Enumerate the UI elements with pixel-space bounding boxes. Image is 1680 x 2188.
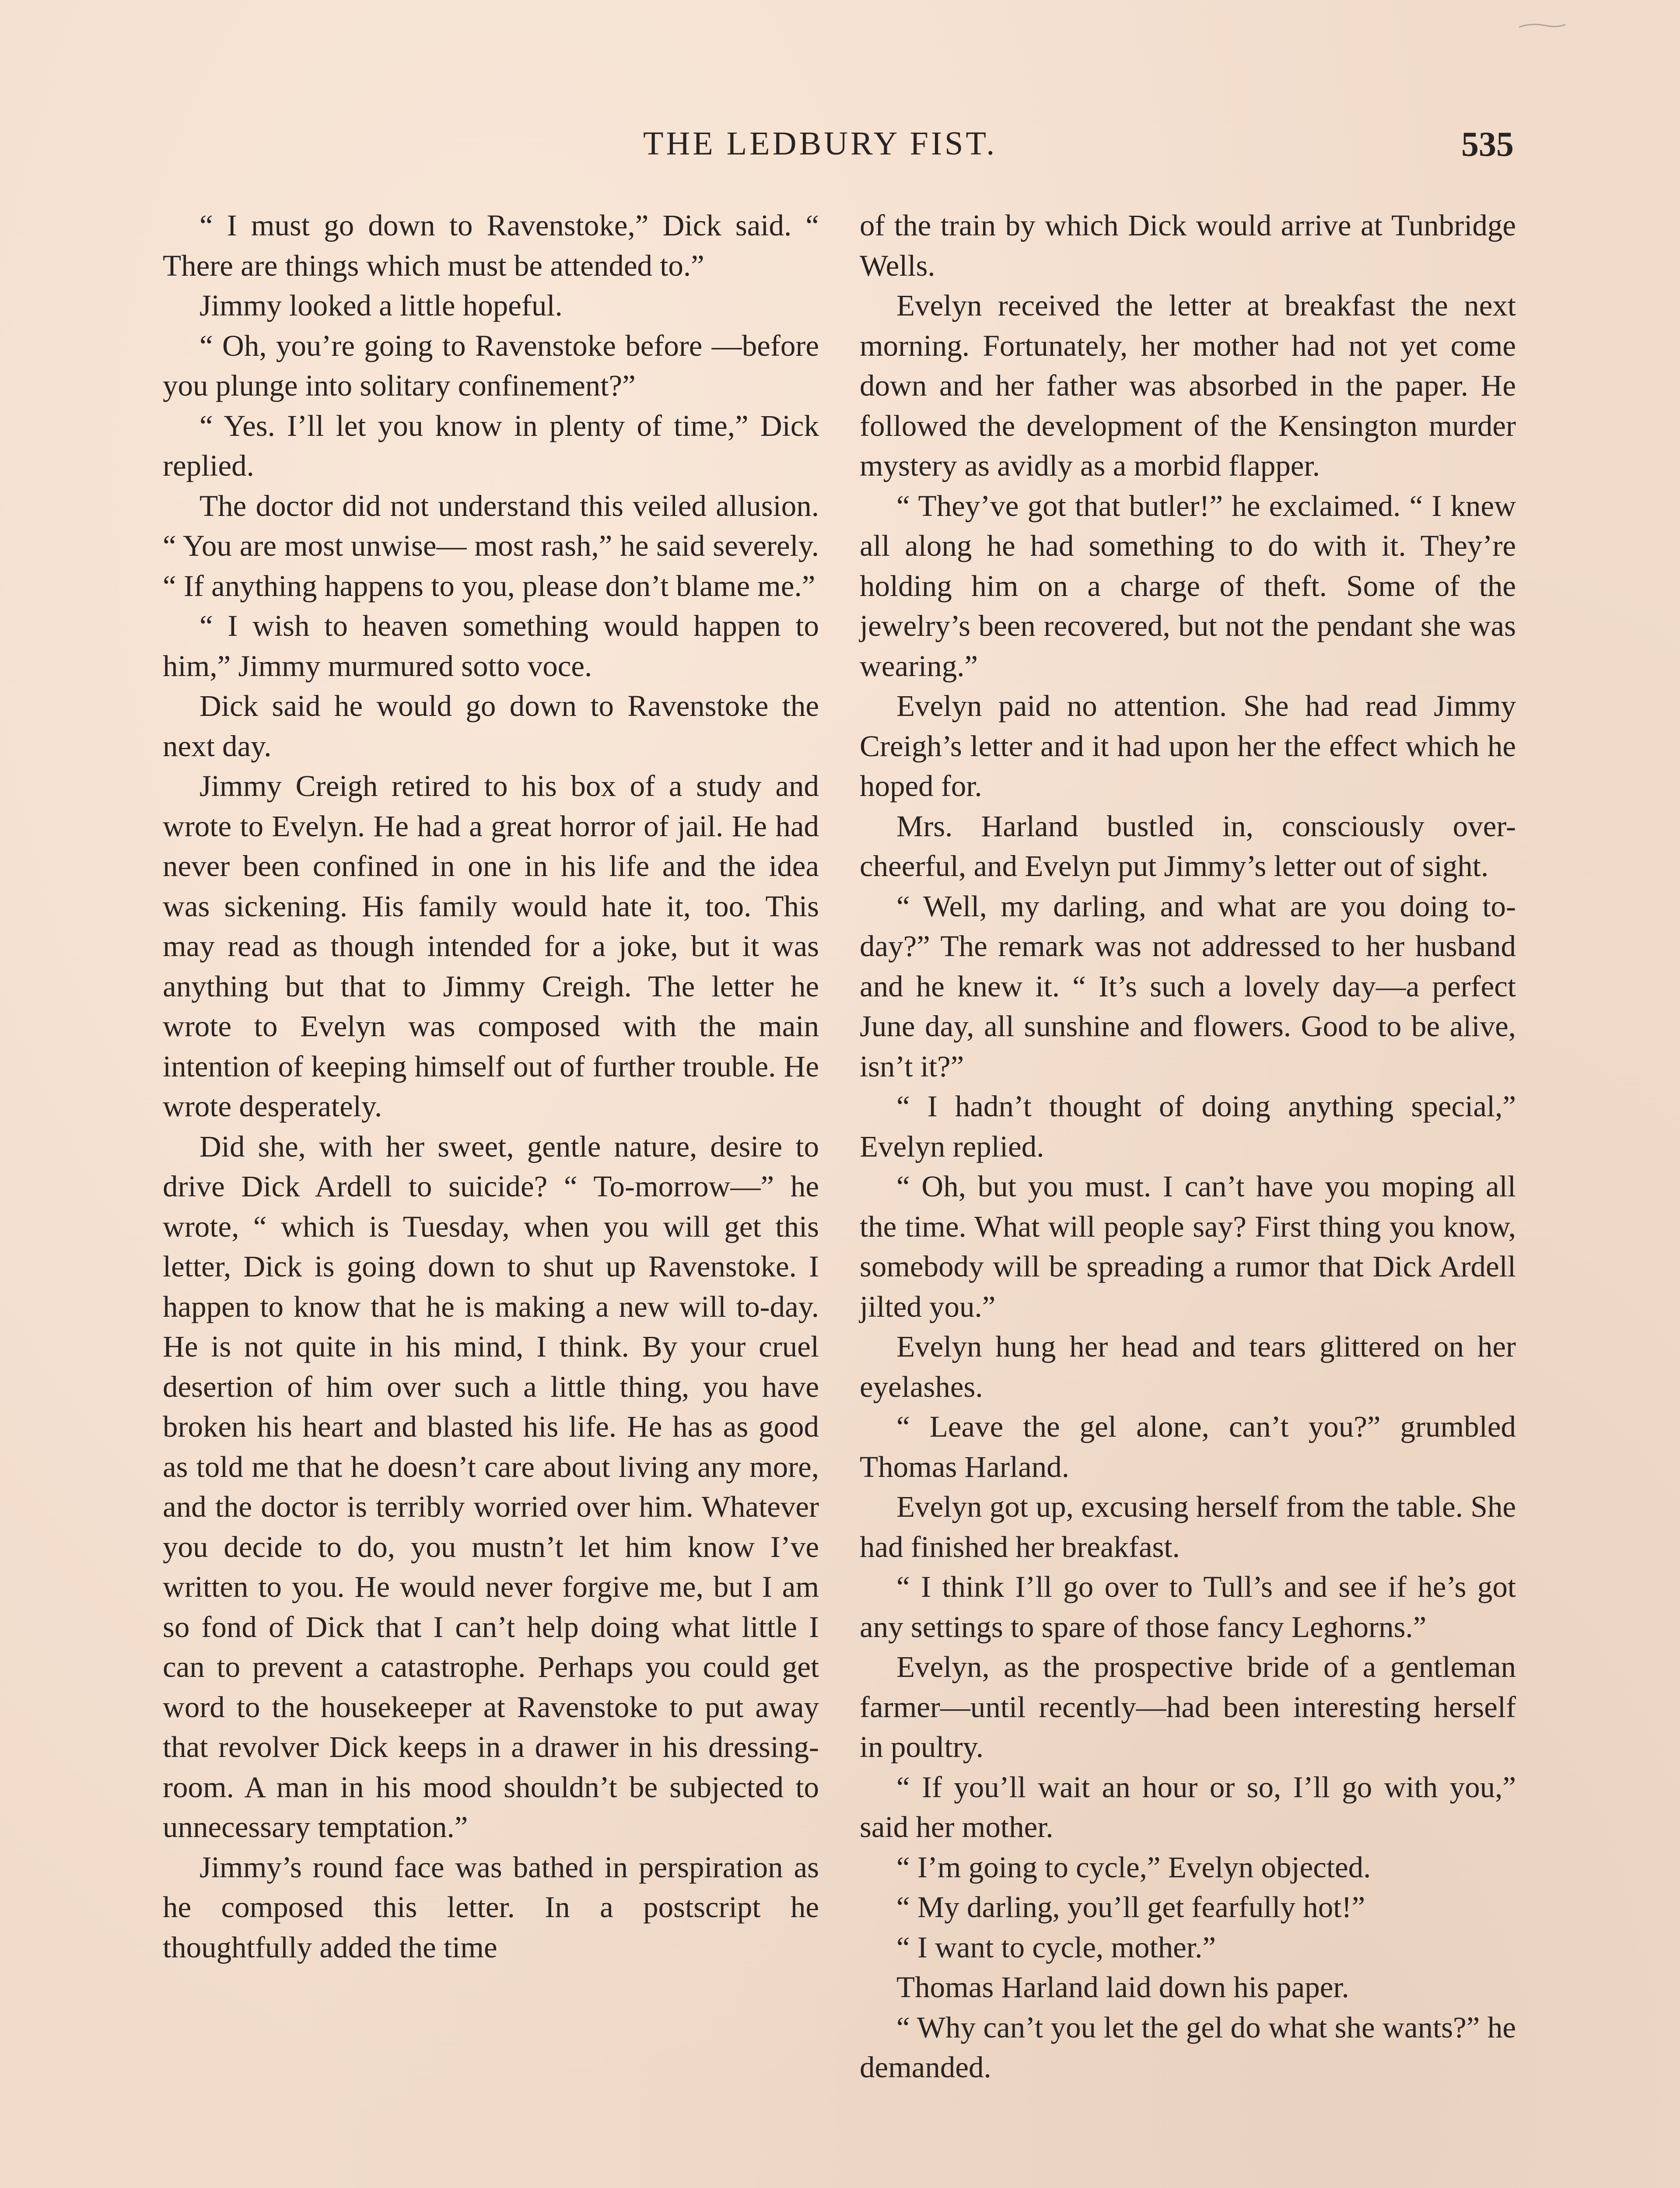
paragraph: Mrs. Harland bustled in, consciously over-cheerful, and Evelyn put Jimmy’s letter out of sight. (860, 809, 1516, 883)
running-head (162, 125, 1514, 173)
paragraph: Evelyn received the letter at breakfast the next morning. Fortunately, her mother had not yet come down and her father was absorbed in the paper. He followed the development of the Kensington murder mystery as avidly as a morbid flapper. (860, 289, 1516, 482)
paragraph: “ Why can’t you let the gel do what she wants?” he demanded. (860, 2010, 1516, 2084)
paragraph: “ Oh, you’re going to Ravenstoke before —before you plunge into solitary confinement?” (163, 329, 819, 402)
paragraph: “ I must go down to Ravenstoke,” Dick said. “ There are things which must be attended to.” (163, 209, 819, 282)
paragraph: “ Oh, but you must. I can’t have you moping all the time. What will people say? First thing you know, somebody will be spreading a rumor that Dick Ardell jilted you.” (860, 1170, 1516, 1323)
paragraph: “ I wish to heaven something would happen to him,” Jimmy murmured sotto voce. (163, 609, 819, 683)
corner-smudge (1518, 21, 1566, 30)
paragraph: “ If you’ll wait an hour or so, I’ll go with you,” said her mother. (860, 1770, 1516, 1844)
left-column (163, 206, 819, 1967)
paragraph: Thomas Harland laid down his paper. (896, 1971, 1349, 2004)
paragraph: “ I’m going to cycle,” Evelyn objected. (896, 1850, 1371, 1884)
paragraph: of the train by which Dick would arrive at Tunbridge Wells. (860, 209, 1516, 282)
paragraph: “ I want to cycle, mother.” (896, 1930, 1216, 1964)
right-column (860, 206, 1516, 2088)
paragraph: Jimmy looked a little hopeful. (200, 289, 563, 322)
paragraph: “ I hadn’t thought of doing anything special,” Evelyn replied. (860, 1090, 1516, 1163)
paragraph: “ Leave the gel alone, can’t you?” grumbled Thomas Harland. (860, 1410, 1516, 1483)
paragraph: Jimmy’s round face was bathed in perspiration as he composed this letter. In a postscript he thoughtfully added the time (163, 1850, 819, 1964)
page-number: 535 (1461, 125, 1514, 164)
paragraph: “ Yes. I’ll let you know in plenty of time,” Dick replied. (163, 409, 819, 482)
paragraph: Evelyn hung her head and tears glittered on her eyelashes. (860, 1330, 1516, 1403)
paragraph: Dick said he would go down to Ravenstoke the next day. (163, 689, 819, 763)
paragraph: “ Well, my darling, and what are you doing to-day?” The remark was not addressed to her husband and he knew it. “ It’s such a lovely day—a perfect June day, all sunshine and flowers. Good to be alive, isn’t it?” (860, 889, 1516, 1083)
paragraph: “ They’ve got that butler!” he exclaimed. “ I knew all along he had something to do with it. They’re holding him on a charge of theft. Some of the jewelry’s been recovered, but not the pendant she was wearing.” (860, 489, 1516, 683)
paragraph: Evelyn paid no attention. She had read Jimmy Creigh’s letter and it had upon her the effect which he hoped for. (860, 689, 1516, 803)
paragraph: “ My darling, you’ll get fearfully hot!” (896, 1890, 1365, 1924)
paragraph: Evelyn got up, excusing herself from the table. She had finished her breakfast. (860, 1490, 1516, 1564)
running-title: THE LEDBURY FIST. (643, 125, 998, 162)
paragraph: Jimmy Creigh retired to his box of a study and wrote to Evelyn. He had a great horror of jail. He had never been confined in one in his life and the idea was sickening. His family would hate it, too. This may read as though intended for a joke, but it was anything but that to Jimmy Creigh. The letter he wrote to Evelyn was composed with the main intention of keeping himself out of further trouble. He wrote desperately. (163, 769, 819, 1123)
paragraph: Evelyn, as the prospective bride of a gentleman farmer—until recently—had been interesting herself in poultry. (860, 1650, 1516, 1764)
paragraph: Did she, with her sweet, gentle nature, desire to drive Dick Ardell to suicide? “ To-morrow—” he wrote, “ which is Tuesday, when you will get this letter, Dick is going down to shut up Ravenstoke. I happen to know that he is making a new will to-day. He is not quite in his mind, I think. By your cruel desertion of him over such a little thing, you have broken his heart and blasted his life. He has as good as told me that he doesn’t care about living any more, and the doctor is terribly worried over him. Whatever you decide to do, you mustn’t let him know I’ve written to you. He would never forgive me, but I am so fond of Dick that I can’t help doing what little I can to prevent a catastrophe. Perhaps you could get word to the housekeeper at Ravenstoke to put away that revolver Dick keeps in a drawer in his dressing-room. A man in his mood shouldn’t be subjected to unnecessary temptation.” (163, 1129, 819, 1844)
paragraph: “ I think I’ll go over to Tull’s and see if he’s got any settings to spare of those fancy Leghorns.” (860, 1570, 1516, 1644)
paragraph: The doctor did not understand this veiled allusion. “ You are most unwise— most rash,” he said severely. “ If anything happens to you, please don’t blame me.” (163, 489, 819, 603)
